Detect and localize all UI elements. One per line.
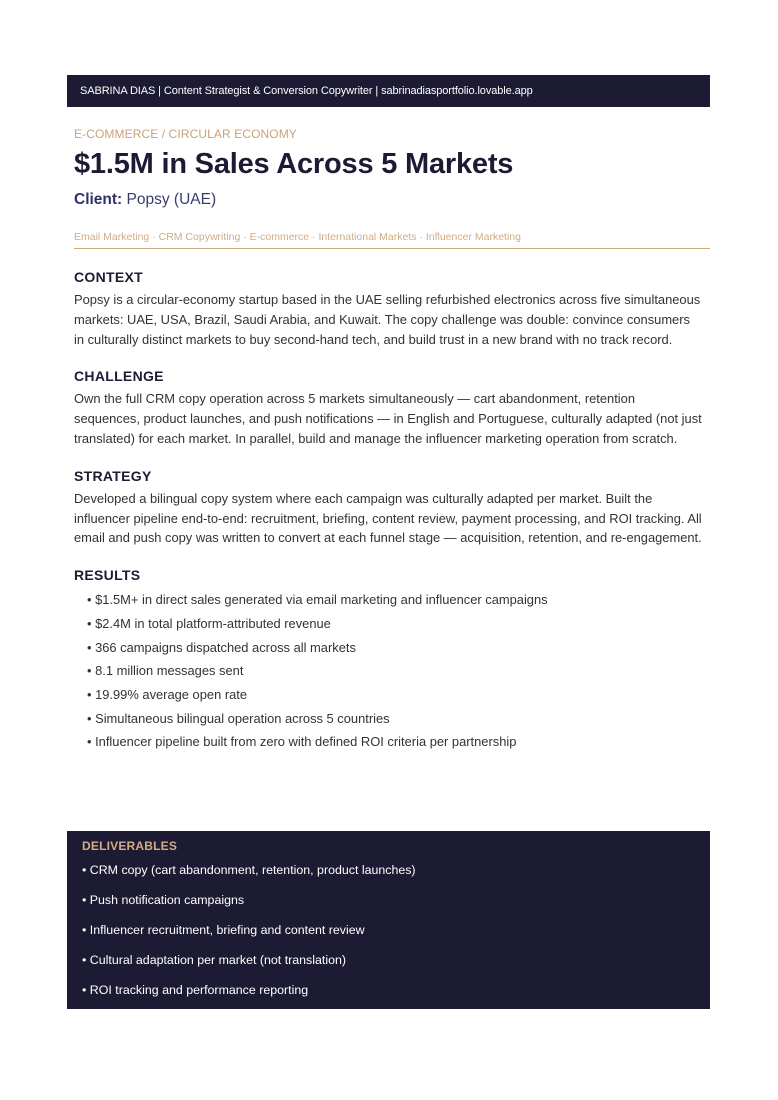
results-item: • Influencer pipeline built from zero with defined ROI criteria per partnership [87,734,517,750]
deliverable-item: • CRM copy (cart abandonment, retention, product launches) [82,863,416,877]
client-line [74,191,703,209]
deliverable-item: • Influencer recruitment, briefing and content review [82,923,365,937]
challenge-section [74,368,703,448]
deliverables-box [67,831,710,1009]
deliverable-item: • ROI tracking and performance reporting [82,983,309,997]
context-section [74,269,703,349]
results-item: • 366 campaigns dispatched across all markets [87,639,356,655]
strategy-section [74,468,703,548]
deliverables-list [82,863,695,998]
strategy-heading: STRATEGY [74,467,152,484]
challenge-body: Own the full CRM copy operation across 5 markets simultaneously — cart abandonment, retention sequences, product launches, and push notifications — in English and Portuguese, culturally adapted (not just translated) for each market. In parallel, build and manage the influencer marketing operation from scratch. [74,391,702,446]
header-bar [67,75,710,107]
deliverable-item: • Push notification campaigns [82,893,245,907]
page-title: $1.5M in Sales Across 5 Markets [74,148,514,180]
deliverable-item: • Cultural adaptation per market (not translation) [82,953,346,967]
challenge-heading: CHALLENGE [74,368,164,385]
header-text: SABRINA DIAS | Content Strategist & Conversion Copywriter | sabrinadiasportfolio.lovable.app [80,85,533,97]
results-list [74,588,703,754]
results-section [74,567,703,754]
case-study-page [67,75,710,754]
case-study-content [67,127,710,754]
results-item: • 19.99% average open rate [87,686,248,702]
results-item: • Simultaneous bilingual operation across 5 countries [87,710,390,726]
results-heading: RESULTS [74,567,141,584]
tags-line: Email Marketing · CRM Copywriting · E-commerce · International Markets · Influencer Marketing [74,231,710,249]
client-value: Popsy (UAE) [126,191,217,208]
client-label: Client: [74,191,123,208]
deliverables-heading: DELIVERABLES [82,839,178,853]
results-item: • $2.4M in total platform-attributed revenue [87,615,331,631]
category-label: E-COMMERCE / CIRCULAR ECONOMY [74,127,297,141]
results-item: • $1.5M+ in direct sales generated via email marketing and influencer campaigns [87,592,548,608]
context-heading: CONTEXT [74,269,143,285]
results-item: • 8.1 million messages sent [87,663,244,679]
context-body: Popsy is a circular-economy startup based in the UAE selling refurbished electronics across five simultaneous markets: UAE, USA, Brazil, Saudi Arabia, and Kuwait. The copy challenge was double: convince consumers in culturally distinct markets to buy second-hand tech, and build trust in a new brand with no track record. [74,292,701,347]
strategy-body: Developed a bilingual copy system where each campaign was culturally adapted per market. Built the influencer pipeline end-to-end: recruitment, briefing, content review, payment processing, and ROI tracking. All email and push copy was written to convert at each funnel stage — acquisition, retention, and re-engagement. [74,490,702,546]
